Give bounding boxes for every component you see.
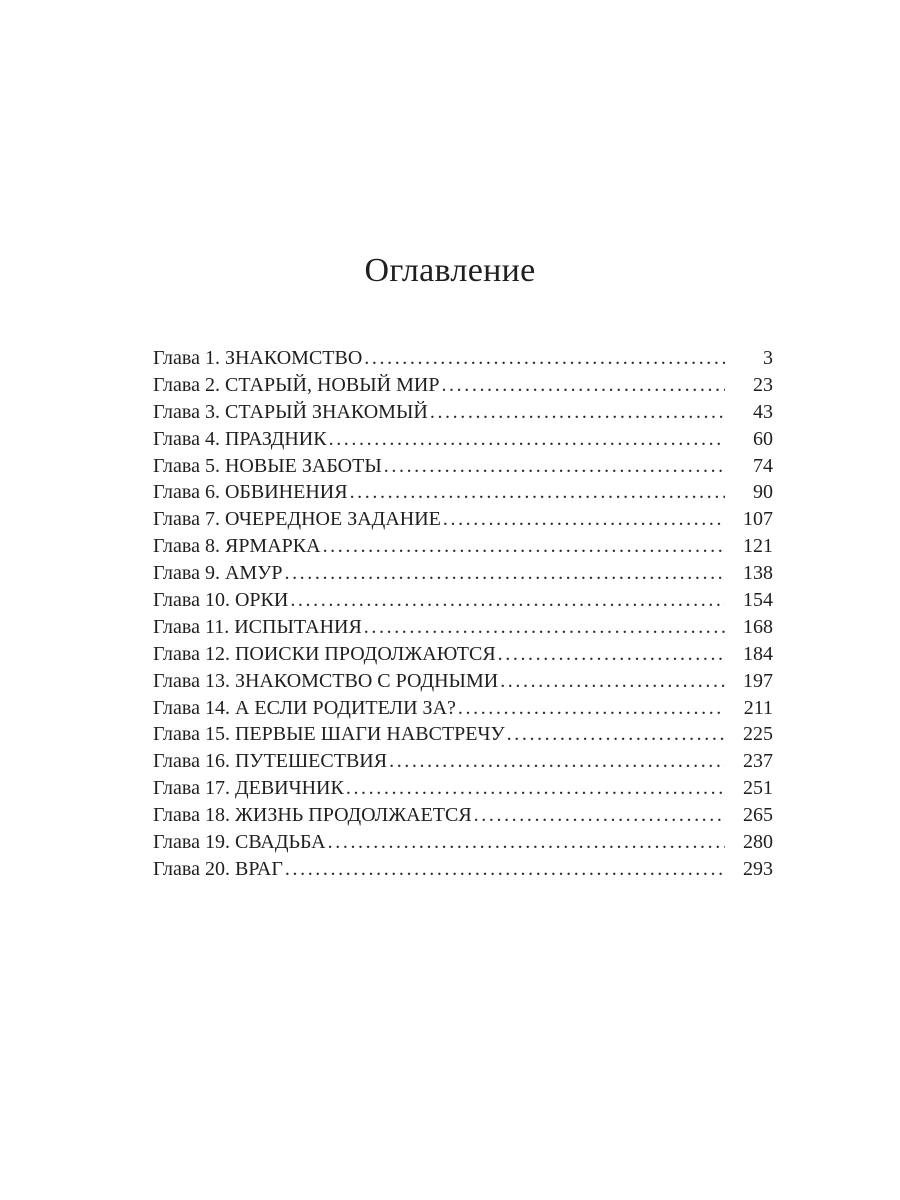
- dot-leader: [364, 614, 725, 641]
- dot-leader: [284, 560, 725, 587]
- dot-leader: [430, 399, 725, 426]
- toc-entry-16: [153, 748, 773, 775]
- toc-entry-4: [153, 426, 773, 453]
- dot-leader: [500, 668, 725, 695]
- page-number: 107: [743, 508, 773, 531]
- chapter-title: Глава 5. НОВЫЕ ЗАБОТЫ: [153, 454, 382, 477]
- chapter-title: Глава 17. ДЕВИЧНИК: [153, 777, 344, 800]
- toc-entry-17: [153, 775, 773, 802]
- page-number: 251: [743, 777, 773, 800]
- page-number: 154: [743, 589, 773, 612]
- toc-entry-3: [153, 399, 773, 426]
- page-number: 60: [753, 427, 773, 450]
- page-number: 90: [753, 481, 773, 504]
- page-number: 237: [743, 750, 773, 773]
- dot-leader: [290, 587, 725, 614]
- page-number: 211: [743, 696, 773, 719]
- toc-entry-15: [153, 721, 773, 748]
- toc-entry-19: [153, 829, 773, 856]
- page-number: 3: [763, 347, 773, 369]
- dot-leader: [507, 721, 725, 748]
- toc-entry-7: [153, 506, 773, 533]
- toc-entry-2: [153, 372, 773, 399]
- dot-leader: [389, 748, 725, 775]
- page-number: 225: [743, 723, 773, 746]
- page-number: 121: [743, 535, 773, 558]
- toc-entry-1: [153, 345, 773, 372]
- page-title: Оглавление: [364, 252, 536, 289]
- page-number: 280: [743, 831, 773, 854]
- page-number: 23: [753, 373, 773, 396]
- toc-entry-13: [153, 668, 773, 695]
- chapter-title: Глава 10. ОРКИ: [153, 589, 289, 612]
- chapter-title: Глава 2. СТАРЫЙ, НОВЫЙ МИР: [153, 373, 440, 396]
- toc-entry-12: [153, 641, 773, 668]
- toc-entry-8: [153, 533, 773, 560]
- toc-entry-20: [153, 856, 773, 883]
- dot-leader: [441, 372, 725, 399]
- chapter-title: Глава 7. ОЧЕРЕДНОЕ ЗАДАНИЕ: [153, 508, 441, 531]
- chapter-title: Глава 9. АМУР: [153, 562, 283, 585]
- dot-leader: [329, 426, 725, 453]
- toc-entry-9: [153, 560, 773, 587]
- chapter-title: Глава 8. ЯРМАРКА: [153, 535, 321, 558]
- toc-entry-14: [153, 695, 773, 722]
- chapter-title: Глава 19. СВАДЬБА: [153, 831, 326, 854]
- dot-leader: [328, 829, 725, 856]
- dot-leader: [323, 533, 725, 560]
- chapter-title: Глава 4. ПРАЗДНИК: [153, 427, 327, 450]
- toc-entry-5: [153, 453, 773, 480]
- chapter-title: Глава 15. ПЕРВЫЕ ШАГИ НАВСТРЕЧУ: [153, 723, 505, 746]
- page-number: 293: [743, 857, 773, 880]
- table-of-contents: [153, 345, 773, 883]
- page-number: 43: [753, 400, 773, 423]
- dot-leader: [346, 775, 725, 802]
- chapter-title: Глава 16. ПУТЕШЕСТВИЯ: [153, 750, 388, 773]
- dot-leader: [364, 345, 725, 372]
- chapter-title: Глава 12. ПОИСКИ ПРОДОЛЖАЮТСЯ: [153, 642, 496, 665]
- chapter-title: Глава 6. ОБВИНЕНИЯ: [153, 481, 348, 504]
- page-number: 168: [743, 615, 773, 638]
- chapter-title: Глава 13. ЗНАКОМСТВО С РОДНЫМИ: [153, 669, 499, 692]
- toc-entry-11: [153, 614, 773, 641]
- dot-leader: [474, 802, 725, 829]
- chapter-title: Глава 14. А ЕСЛИ РОДИТЕЛИ ЗА?: [153, 696, 456, 719]
- dot-leader: [443, 506, 725, 533]
- page-number: 197: [743, 669, 773, 692]
- dot-leader: [458, 695, 725, 722]
- page-number: 184: [743, 642, 773, 665]
- dot-leader: [285, 856, 725, 883]
- toc-entry-10: [153, 587, 773, 614]
- chapter-title: Глава 20. ВРАГ: [153, 857, 283, 880]
- page-number: 265: [743, 804, 773, 827]
- chapter-title: Глава 11. ИСПЫТАНИЯ: [153, 615, 362, 638]
- toc-entry-6: [153, 479, 773, 506]
- chapter-title: Глава 3. СТАРЫЙ ЗНАКОМЫЙ: [153, 400, 428, 423]
- dot-leader: [350, 479, 725, 506]
- page-number: 138: [743, 562, 773, 585]
- chapter-title: Глава 1. ЗНАКОМСТВО: [153, 347, 363, 369]
- dot-leader: [384, 453, 725, 480]
- toc-entry-18: [153, 802, 773, 829]
- dot-leader: [498, 641, 725, 668]
- chapter-title: Глава 18. ЖИЗНЬ ПРОДОЛЖАЕТСЯ: [153, 804, 472, 827]
- page-number: 74: [753, 454, 773, 477]
